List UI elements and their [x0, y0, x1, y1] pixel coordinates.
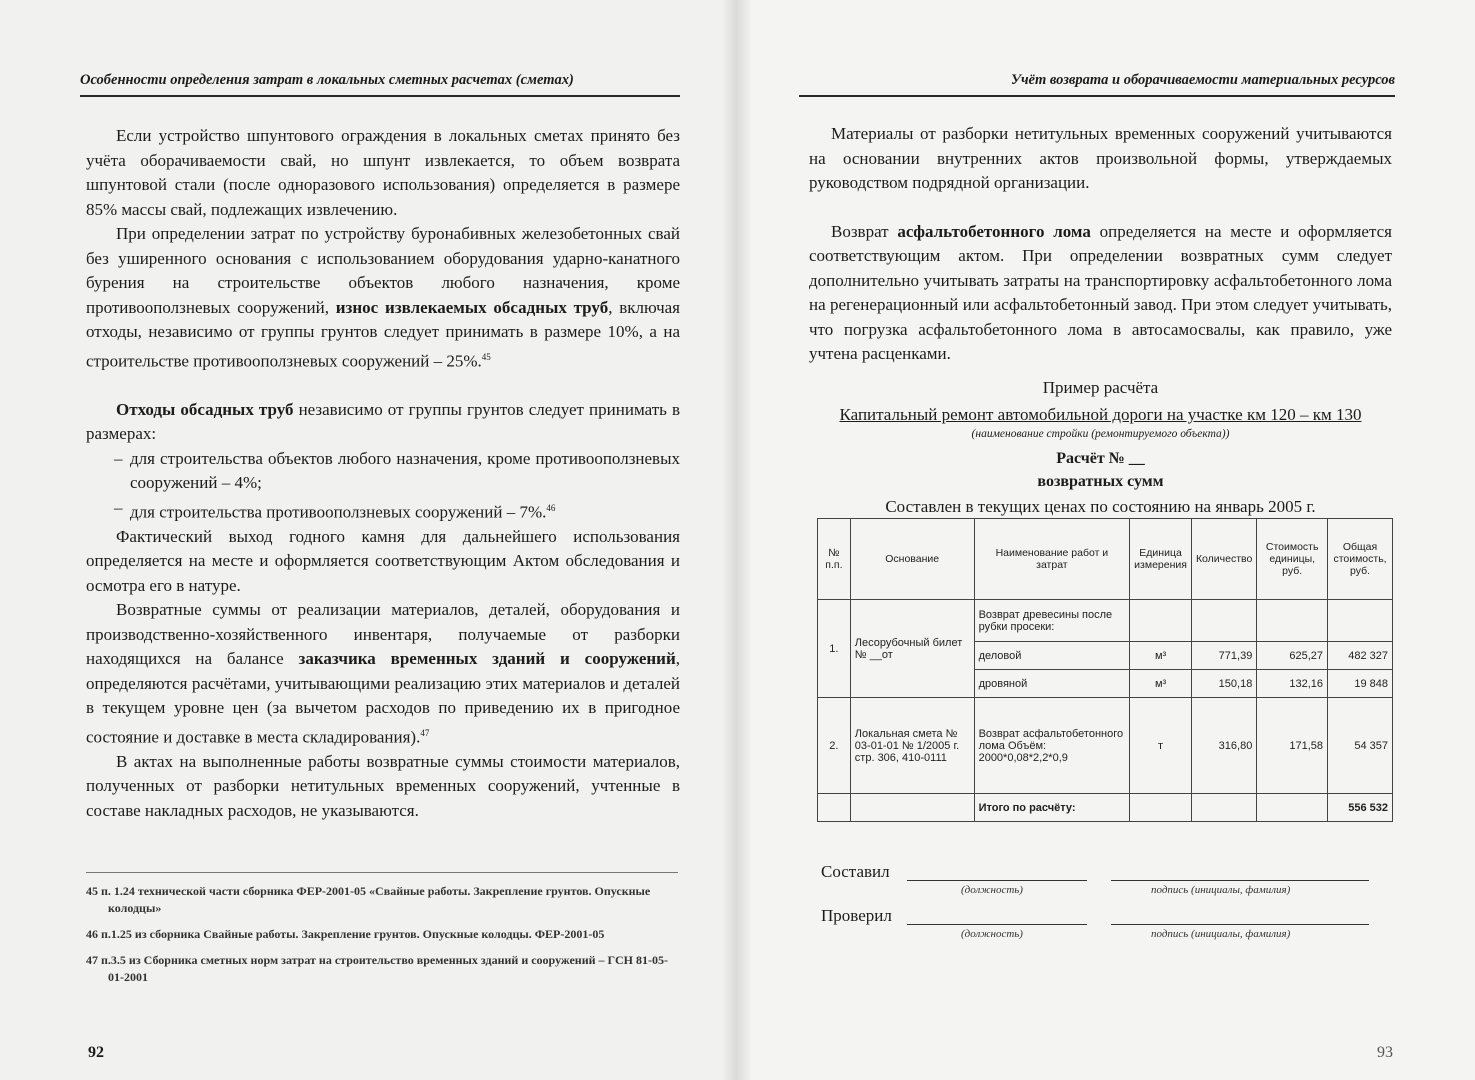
page-number-right: 93 — [1377, 1044, 1393, 1061]
footnotes — [86, 872, 678, 995]
table-total-row — [818, 794, 1393, 822]
header-quantity: Количество — [1191, 519, 1256, 600]
row-quantity: 771,39 — [1191, 642, 1256, 670]
checked-by-row — [821, 906, 1401, 946]
book-gutter — [722, 0, 752, 1080]
row-total: 482 327 — [1328, 642, 1393, 670]
position-caption: (должность) — [961, 884, 1023, 896]
footnote-47: 47 п.3.5 из Сборника сметных норм затрат на строительство временных зданий и сооружений – ГСН 81-05-01-2001 — [86, 953, 668, 984]
table-row — [818, 600, 1393, 642]
position-line — [907, 880, 1087, 881]
paragraph-stone-yield: Фактический выход годного камня для дальнейшего использования определяется на месте и оформляется соответствующим Актом обследования и осмотра его в натуре. — [86, 526, 680, 595]
paragraph-nontitle-materials: Материалы от разборки нетитульных временных сооружений учитываются на основании внутренних актов произвольной формы, утверждаемых руководством подрядной организации. — [809, 124, 1392, 192]
list-item-landslide: – для строительства противооползневых сооружений – 7%.$^{46}$ — [86, 496, 680, 525]
header-unit-price: Стоимость единицы, руб. — [1257, 519, 1328, 600]
left-page — [0, 0, 737, 1080]
signature-caption: подпись (инициалы, фамилия) — [1151, 884, 1291, 896]
left-body-text — [86, 124, 680, 823]
row-unit: м³ — [1130, 642, 1192, 670]
paragraph-sheet-piles: Если устройство шпунтового ограждения в локальных сметах принято без учёта оборачиваемости свай, но шпунт извлекается, то объем возврата шпунтовой стали (после одноразового использования) определяется в размере 85% массы свай, подлежащих извлечению. — [86, 126, 680, 219]
compiled-by-row — [821, 862, 1401, 902]
running-head-right: Учёт возврата и оборачиваемости материальных ресурсов — [799, 72, 1395, 97]
paragraph-return-sums: Возвратные суммы от реализации материалов, деталей, оборудования и производственно-хозяйственного инвентаря, получаемые от разборки находящихся на балансе заказчика временных зданий и сооружений, определяются расчётами, учитывающими реализацию этих материалов и деталей в текущем уровне цен (за вычетом расходов по приведению их в пригодное состояние и доставке в места складирования).$^{47}$ — [86, 600, 681, 747]
row-work-name: Возврат асфальтобетонного лома Объём: 2000*0,08*2,2*0,9 — [974, 698, 1130, 794]
total-label: Итого по расчёту: — [974, 794, 1130, 822]
row-number: 1. — [818, 600, 851, 698]
position-caption: (должность) — [961, 928, 1023, 940]
row-unit-price: 171,58 — [1257, 698, 1328, 794]
running-head-left: Особенности определения затрат в локальных сметных расчетах (сметах) — [80, 72, 680, 97]
table-row — [818, 698, 1393, 794]
row-unit: т — [1130, 698, 1192, 794]
object-name: Капитальный ремонт автомобильной дороги на участке км 120 – км 130 — [839, 405, 1362, 424]
signature-line — [1111, 924, 1369, 925]
example-title: Пример расчёта — [1042, 378, 1159, 397]
header-work-name: Наименование работ и затрат — [974, 519, 1130, 600]
row-basis: Лесорубочный билет № __от — [850, 600, 974, 698]
header-total: Общая стоимость, руб. — [1328, 519, 1393, 600]
row-work-name: деловой — [974, 642, 1130, 670]
right-body-text — [809, 122, 1392, 367]
paragraph-acts: В актах на выполненные работы возвратные суммы стоимости материалов, полученных от разборки нетитульных временных сооружений, учтенные в составе накладных расходов, не указываются. — [86, 751, 680, 820]
right-page — [737, 0, 1475, 1080]
position-line — [907, 924, 1087, 925]
list-item-any-objects: – для строительства объектов любого назначения, кроме противооползневых сооружений – 4%; — [86, 447, 680, 496]
signature-caption: подпись (инициалы, фамилия) — [1151, 928, 1291, 940]
calculation-title: Расчёт № __ — [1056, 450, 1145, 467]
row-basis: Локальная смета № 03-01-01 № 1/2005 г. стр. 306, 410-0111 — [850, 698, 974, 794]
row-unit-price: 625,27 — [1257, 642, 1328, 670]
header-unit: Единица измерения — [1130, 519, 1192, 600]
calculation-subtitle: возвратных сумм — [1037, 473, 1164, 490]
row-quantity: 316,80 — [1191, 698, 1256, 794]
row-work-name: дровяной — [974, 670, 1130, 698]
paragraph-casing-waste: Отходы обсадных труб независимо от группы грунтов следует принимать в размерах: — [86, 399, 680, 444]
page-number-left: 92 — [88, 1044, 104, 1061]
checked-by-label: Проверил — [821, 906, 892, 925]
row-number: 2. — [818, 698, 851, 794]
row-unit: м³ — [1130, 670, 1192, 698]
row-work-name: Возврат древесины после рубки просеки: — [974, 600, 1130, 642]
header-basis: Основание — [850, 519, 974, 600]
footnote-45: 45 п. 1.24 технической части сборника ФЕР-2001-05 «Свайные работы. Закрепление грунтов. Опускные колодцы» — [86, 884, 651, 915]
paragraph-bored-piles: При определении затрат по устройству буронабивных железобетонных свай без уширенного основания с использованием оборудования ударно-канатного бурения на строительстве объектов любого назначения, кроме противооползневых сооружений, износ извлекаемых обсадных труб, включая отходы, независимо от группы грунтов следует принимать в размере 10%, а на строительстве противооползневых сооружений – 25%.$^{45}$ — [86, 224, 680, 371]
total-value: 556 532 — [1328, 794, 1393, 822]
row-unit-price: 132,16 — [1257, 670, 1328, 698]
paragraph-asphalt-return: Возврат асфальтобетонного лома определяется на месте и оформляется соответствующим актом. При определении возвратных сумм следует дополнительно учитывать затраты на транспортировку асфальтобетонного лома на регенерационный или асфальтобетонный завод. При этом следует учитывать, что погрузка асфальтобетонного лома в автосамосвалы, как правило, уже учтена расценками. — [809, 221, 1392, 363]
table-header-row — [818, 519, 1393, 600]
footnote-46: 46 п.1.25 из сборника Свайные работы. Закрепление грунтов. Опускные колодцы. ФЕР-2001-05 — [86, 927, 605, 941]
row-total: 54 357 — [1328, 698, 1393, 794]
return-sums-table — [817, 518, 1393, 822]
row-total: 19 848 — [1328, 670, 1393, 698]
prices-note: Составлен в текущих ценах по состоянию на январь 2005 г. — [885, 497, 1316, 516]
header-number: № п.п. — [818, 519, 851, 600]
signature-line — [1111, 880, 1369, 881]
row-quantity: 150,18 — [1191, 670, 1256, 698]
compiled-by-label: Составил — [821, 862, 890, 881]
object-name-caption: (наименование стройки (ремонтируемого объекта)) — [971, 428, 1230, 440]
